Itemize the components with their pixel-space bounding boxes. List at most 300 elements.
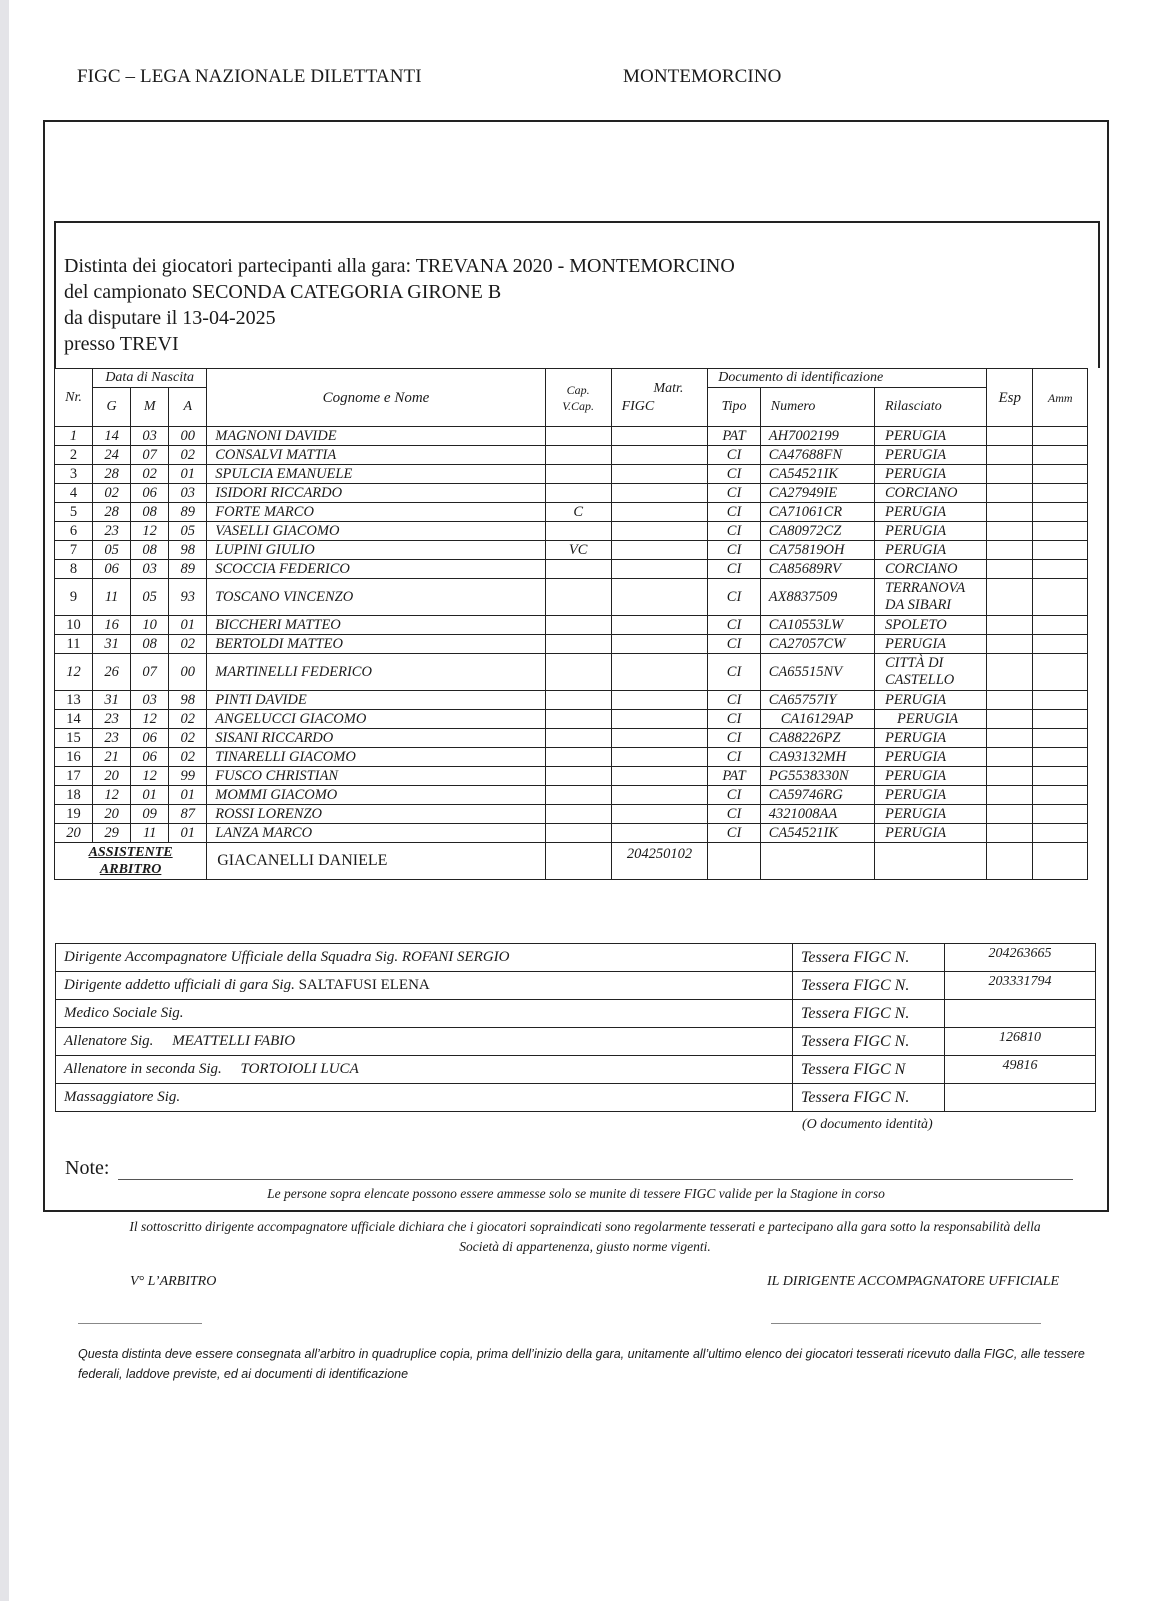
captain-mark [545, 729, 611, 748]
table-row [55, 729, 1088, 748]
amm-cell [1033, 503, 1088, 522]
table-row [55, 446, 1088, 465]
birth-year: 01 [169, 824, 207, 843]
matr-figc [611, 560, 708, 579]
table-row [55, 748, 1088, 767]
player-nr: 4 [55, 484, 93, 503]
doc-type: CI [708, 465, 760, 484]
esp-cell [987, 710, 1033, 729]
doc-number: CA27949IE [760, 484, 874, 503]
doc-issued: PERUGIA [874, 748, 986, 767]
doc-issued: TERRANOVA DA SIBARI [874, 579, 986, 616]
birth-month: 12 [131, 522, 169, 541]
matr-figc [611, 635, 708, 654]
col-doc-number: Numero [760, 388, 874, 427]
birth-day: 23 [93, 710, 131, 729]
doc-number: CA65515NV [760, 654, 874, 691]
table-row [55, 427, 1088, 446]
birth-year: 01 [169, 616, 207, 635]
birth-year: 01 [169, 786, 207, 805]
table-row [55, 522, 1088, 541]
doc-issued: PERUGIA [874, 427, 986, 446]
captain-mark: C [545, 503, 611, 522]
birth-month: 06 [131, 748, 169, 767]
player-nr: 17 [55, 767, 93, 786]
amm-cell [1033, 635, 1088, 654]
venue-line: presso TREVI [64, 333, 179, 355]
doc-issued: PERUGIA [874, 710, 986, 729]
birth-year: 87 [169, 805, 207, 824]
player-name: ISIDORI RICCARDO [207, 484, 546, 503]
staff-row [56, 1084, 1096, 1112]
birth-day: 20 [93, 805, 131, 824]
captain-mark [545, 465, 611, 484]
doc-type: CI [708, 654, 760, 691]
birth-year: 00 [169, 427, 207, 446]
doc-number: CA88226PZ [760, 729, 874, 748]
player-name: FORTE MARCO [207, 503, 546, 522]
doc-type: CI [708, 579, 760, 616]
player-name: VASELLI GIACOMO [207, 522, 546, 541]
birth-day: 23 [93, 522, 131, 541]
amm-cell [1033, 654, 1088, 691]
staff-role [56, 1028, 793, 1056]
col-figc-label: FIGC [621, 398, 655, 414]
player-nr: 8 [55, 560, 93, 579]
table-row [55, 616, 1088, 635]
matr-figc [611, 786, 708, 805]
col-birth-date: Data di Nascita [93, 369, 207, 388]
match-line: Distinta dei giocatori partecipanti alla gara: TREVANA 2020 - MONTEMORCINO [64, 255, 735, 277]
amm-cell [1033, 786, 1088, 805]
staff-role-label: Allenatore in seconda Sig. [64, 1061, 222, 1077]
col-matr [611, 369, 708, 427]
birth-year: 02 [169, 748, 207, 767]
doc-issued: CITTÀ DI CASTELLO [874, 654, 986, 691]
assistant-referee-row [55, 843, 1088, 880]
esp-cell [987, 522, 1033, 541]
doc-number: CA16129AP [760, 710, 874, 729]
col-captain-label: Cap. [566, 382, 590, 397]
staff-role [56, 944, 793, 972]
player-name: TOSCANO VINCENZO [207, 579, 546, 616]
table-row [55, 541, 1088, 560]
player-name: CONSALVI MATTIA [207, 446, 546, 465]
birth-month: 07 [131, 446, 169, 465]
doc-issued: PERUGIA [874, 786, 986, 805]
amm-cell [1033, 843, 1088, 880]
esp-cell [987, 465, 1033, 484]
player-name: FUSCO CHRISTIAN [207, 767, 546, 786]
tessera-label: Tessera FIGC N. [793, 1028, 945, 1056]
captain-mark [545, 484, 611, 503]
persons-notice: Le persone sopra elencate possono essere ammesse solo se munite di tessere FIGC valide per la Stagione in corso [267, 1186, 885, 1201]
table-row [55, 786, 1088, 805]
tessera-label: Tessera FIGC N [793, 1056, 945, 1084]
amm-cell [1033, 541, 1088, 560]
player-nr: 15 [55, 729, 93, 748]
doc-type: CI [708, 522, 760, 541]
staff-person: MEATTELLI FABIO [172, 1033, 296, 1049]
esp-cell [987, 541, 1033, 560]
doc-number: CA54521IK [760, 824, 874, 843]
esp-cell [987, 616, 1033, 635]
esp-cell [987, 691, 1033, 710]
staff-role-label: Medico Sociale Sig. [64, 1005, 184, 1021]
player-nr: 14 [55, 710, 93, 729]
birth-day: 24 [93, 446, 131, 465]
birth-day: 31 [93, 635, 131, 654]
esp-cell [987, 427, 1033, 446]
birth-year: 02 [169, 729, 207, 748]
tessera-label: Tessera FIGC N. [793, 972, 945, 1000]
birth-year: 89 [169, 560, 207, 579]
player-name: LUPINI GIULIO [207, 541, 546, 560]
doc-issued: PERUGIA [874, 729, 986, 748]
player-name: SPULCIA EMANUELE [207, 465, 546, 484]
esp-cell [987, 729, 1033, 748]
doc-type: CI [708, 710, 760, 729]
matr-figc [611, 729, 708, 748]
col-nr: Nr. [55, 369, 93, 427]
doc-type: CI [708, 824, 760, 843]
birth-day: 23 [93, 729, 131, 748]
matr-figc [611, 824, 708, 843]
referee-signature-label: V° L’ARBITRO [130, 1274, 217, 1289]
birth-year: 05 [169, 522, 207, 541]
birth-day: 26 [93, 654, 131, 691]
matr-figc [611, 748, 708, 767]
player-name: SCOCCIA FEDERICO [207, 560, 546, 579]
amm-cell [1033, 748, 1088, 767]
doc-number: PG5538330N [760, 767, 874, 786]
birth-day: 31 [93, 691, 131, 710]
notes-label: Note: [65, 1157, 110, 1179]
esp-cell [987, 748, 1033, 767]
birth-year: 03 [169, 484, 207, 503]
captain-mark [545, 748, 611, 767]
captain-mark [545, 654, 611, 691]
amm-cell [1033, 427, 1088, 446]
matr-figc [611, 616, 708, 635]
matr-figc [611, 805, 708, 824]
birth-month: 07 [131, 654, 169, 691]
table-row [55, 805, 1088, 824]
matr-figc [611, 522, 708, 541]
staff-role [56, 1084, 793, 1112]
birth-month: 06 [131, 484, 169, 503]
doc-type: CI [708, 691, 760, 710]
birth-month: 03 [131, 560, 169, 579]
declaration-text: Il sottoscritto dirigente accompagnatore ufficiale dichiara che i giocatori sopraindicati sono regolarmente tesserati e partecipano alla gara sotto la responsabilità della Società di appartenenza, giusto norme vigenti. [129, 1219, 1041, 1254]
doc-type: CI [708, 503, 760, 522]
birth-year: 89 [169, 503, 207, 522]
matr-figc [611, 427, 708, 446]
birth-day: 06 [93, 560, 131, 579]
col-doc-issued: Rilasciato [874, 388, 986, 427]
col-document: Documento di identificazione [708, 369, 987, 388]
staff-row [56, 944, 1096, 972]
doc-issued: CORCIANO [874, 560, 986, 579]
matr-figc [611, 579, 708, 616]
staff-role [56, 1056, 793, 1084]
doc-type [708, 843, 760, 880]
esp-cell [987, 560, 1033, 579]
captain-mark [545, 560, 611, 579]
staff-role [56, 972, 793, 1000]
staff-person: SALTAFUSI ELENA [298, 977, 430, 993]
doc-number: CA59746RG [760, 786, 874, 805]
amm-cell [1033, 579, 1088, 616]
birth-day: 12 [93, 786, 131, 805]
esp-cell [987, 843, 1033, 880]
col-name: Cognome e Nome [207, 369, 546, 427]
birth-month: 03 [131, 427, 169, 446]
staff-row [56, 1000, 1096, 1028]
col-month: M [131, 388, 169, 427]
amm-cell [1033, 805, 1088, 824]
doc-type: CI [708, 748, 760, 767]
birth-day: 29 [93, 824, 131, 843]
doc-type: PAT [708, 767, 760, 786]
table-row [55, 560, 1088, 579]
col-captain [545, 369, 611, 427]
birth-month: 12 [131, 767, 169, 786]
col-day: G [93, 388, 131, 427]
col-year: A [169, 388, 207, 427]
captain-mark [545, 824, 611, 843]
doc-issued: PERUGIA [874, 691, 986, 710]
staff-person: TORTOIOLI LUCA [240, 1061, 359, 1077]
staff-role [56, 1000, 793, 1028]
player-name: PINTI DAVIDE [207, 691, 546, 710]
doc-issued: CORCIANO [874, 484, 986, 503]
doc-number: AX8837509 [760, 579, 874, 616]
assistant-referee-name: GIACANELLI DANIELE [207, 843, 546, 880]
staff-table [55, 943, 1096, 1112]
tessera-number: 203331794 [945, 972, 1096, 1000]
player-nr: 19 [55, 805, 93, 824]
player-name: MOMMI GIACOMO [207, 786, 546, 805]
players-table [54, 368, 1088, 880]
birth-year: 01 [169, 465, 207, 484]
birth-day: 28 [93, 503, 131, 522]
esp-cell [987, 484, 1033, 503]
player-name: SISANI RICCARDO [207, 729, 546, 748]
matr-figc [611, 503, 708, 522]
doc-number: CA65757IY [760, 691, 874, 710]
col-matr-label: Matr. [653, 380, 684, 396]
player-nr: 12 [55, 654, 93, 691]
player-nr: 3 [55, 465, 93, 484]
captain-mark [545, 710, 611, 729]
amm-cell [1033, 616, 1088, 635]
amm-cell [1033, 767, 1088, 786]
doc-number: CA71061CR [760, 503, 874, 522]
col-vice-captain-label: V.Cap. [562, 398, 595, 413]
doc-number: CA80972CZ [760, 522, 874, 541]
doc-type: CI [708, 635, 760, 654]
player-nr: 7 [55, 541, 93, 560]
birth-day: 02 [93, 484, 131, 503]
table-row [55, 691, 1088, 710]
staff-role-label: Dirigente Accompagnatore Ufficiale della Squadra Sig. [64, 949, 399, 965]
birth-month: 03 [131, 691, 169, 710]
doc-number: CA10553LW [760, 616, 874, 635]
birth-month: 09 [131, 805, 169, 824]
birth-month: 08 [131, 503, 169, 522]
birth-year: 02 [169, 710, 207, 729]
doc-type: CI [708, 560, 760, 579]
esp-cell [987, 786, 1033, 805]
esp-cell [987, 503, 1033, 522]
manager-signature-line[interactable] [771, 1323, 1041, 1324]
doc-number: CA85689RV [760, 560, 874, 579]
birth-month: 12 [131, 710, 169, 729]
table-row [55, 767, 1088, 786]
player-name: BICCHERI MATTEO [207, 616, 546, 635]
amm-cell [1033, 729, 1088, 748]
doc-number: CA54521IK [760, 465, 874, 484]
amm-cell [1033, 691, 1088, 710]
captain-mark: VC [545, 541, 611, 560]
birth-month: 08 [131, 635, 169, 654]
player-nr: 18 [55, 786, 93, 805]
tessera-label: Tessera FIGC N. [793, 944, 945, 972]
championship-line: del campionato SECONDA CATEGORIA GIRONE B [64, 281, 502, 303]
matr-figc [611, 654, 708, 691]
organization-title: FIGC – LEGA NAZIONALE DILETTANTI [77, 66, 422, 87]
assistant-label-line1: ASSISTENTE [88, 845, 173, 860]
doc-issued: PERUGIA [874, 503, 986, 522]
birth-month: 05 [131, 579, 169, 616]
table-row [55, 484, 1088, 503]
birth-day: 05 [93, 541, 131, 560]
referee-signature-line[interactable] [78, 1323, 202, 1324]
assistant-matr: 204250102 [611, 843, 708, 880]
doc-issued: PERUGIA [874, 805, 986, 824]
tessera-number: 204263665 [945, 944, 1096, 972]
esp-cell [987, 446, 1033, 465]
doc-issued: PERUGIA [874, 522, 986, 541]
amm-cell [1033, 710, 1088, 729]
doc-type: CI [708, 805, 760, 824]
player-nr: 2 [55, 446, 93, 465]
player-name: MARTINELLI FEDERICO [207, 654, 546, 691]
amm-cell [1033, 560, 1088, 579]
captain-mark [545, 446, 611, 465]
birth-day: 28 [93, 465, 131, 484]
player-nr: 13 [55, 691, 93, 710]
doc-type: CI [708, 541, 760, 560]
amm-cell [1033, 824, 1088, 843]
birth-day: 14 [93, 427, 131, 446]
matr-figc [611, 465, 708, 484]
doc-number: CA93132MH [760, 748, 874, 767]
amm-cell [1033, 465, 1088, 484]
player-nr: 20 [55, 824, 93, 843]
col-doc-type: Tipo [708, 388, 760, 427]
tessera-number [945, 1084, 1096, 1112]
birth-year: 00 [169, 654, 207, 691]
manager-signature-label: IL DIRIGENTE ACCOMPAGNATORE UFFICIALE [767, 1274, 1060, 1289]
col-esp: Esp [987, 369, 1033, 427]
birth-month: 08 [131, 541, 169, 560]
captain-mark [545, 427, 611, 446]
doc-issued: SPOLETO [874, 616, 986, 635]
footer-instructions: Questa distinta deve essere consegnata all’arbitro in quadruplice copia, prima dell’inizio della gara, unitamente all’ultimo elenco dei giocatori tesserati ricevuto dalla FIGC, alle tessere federali, laddove previste, ed ai documenti di identificazione [78, 1347, 1085, 1381]
captain-mark [545, 843, 611, 880]
doc-type: PAT [708, 427, 760, 446]
doc-type: CI [708, 446, 760, 465]
doc-issued [874, 843, 986, 880]
birth-year: 98 [169, 541, 207, 560]
tessera-number: 49816 [945, 1056, 1096, 1084]
player-name: BERTOLDI MATTEO [207, 635, 546, 654]
matr-figc [611, 484, 708, 503]
captain-mark [545, 805, 611, 824]
amm-cell [1033, 484, 1088, 503]
birth-day: 11 [93, 579, 131, 616]
doc-number: CA75819OH [760, 541, 874, 560]
player-nr: 1 [55, 427, 93, 446]
notes-field[interactable] [118, 1179, 1073, 1180]
player-name: ANGELUCCI GIACOMO [207, 710, 546, 729]
doc-issued: PERUGIA [874, 767, 986, 786]
birth-month: 01 [131, 786, 169, 805]
team-title: MONTEMORCINO [623, 66, 782, 87]
doc-issued: PERUGIA [874, 541, 986, 560]
amm-cell [1033, 522, 1088, 541]
doc-number: AH7002199 [760, 427, 874, 446]
match-info-box [54, 221, 1100, 368]
esp-cell [987, 805, 1033, 824]
table-row [55, 635, 1088, 654]
birth-month: 06 [131, 729, 169, 748]
doc-type: CI [708, 484, 760, 503]
player-nr: 10 [55, 616, 93, 635]
doc-number: CA27057CW [760, 635, 874, 654]
esp-cell [987, 824, 1033, 843]
captain-mark [545, 786, 611, 805]
birth-day: 20 [93, 767, 131, 786]
table-row [55, 503, 1088, 522]
doc-issued: PERUGIA [874, 446, 986, 465]
esp-cell [987, 579, 1033, 616]
tessera-label: Tessera FIGC N. [793, 1000, 945, 1028]
doc-issued: PERUGIA [874, 635, 986, 654]
captain-mark [545, 579, 611, 616]
birth-month: 11 [131, 824, 169, 843]
esp-cell [987, 654, 1033, 691]
doc-type: CI [708, 616, 760, 635]
player-nr: 9 [55, 579, 93, 616]
player-nr: 16 [55, 748, 93, 767]
staff-row [56, 972, 1096, 1000]
doc-number: CA47688FN [760, 446, 874, 465]
matr-figc [611, 691, 708, 710]
table-row [55, 465, 1088, 484]
player-nr: 11 [55, 635, 93, 654]
birth-year: 02 [169, 446, 207, 465]
birth-month: 10 [131, 616, 169, 635]
doc-issued: PERUGIA [874, 465, 986, 484]
doc-issued: PERUGIA [874, 824, 986, 843]
esp-cell [987, 767, 1033, 786]
birth-year: 98 [169, 691, 207, 710]
captain-mark [545, 616, 611, 635]
birth-month: 02 [131, 465, 169, 484]
